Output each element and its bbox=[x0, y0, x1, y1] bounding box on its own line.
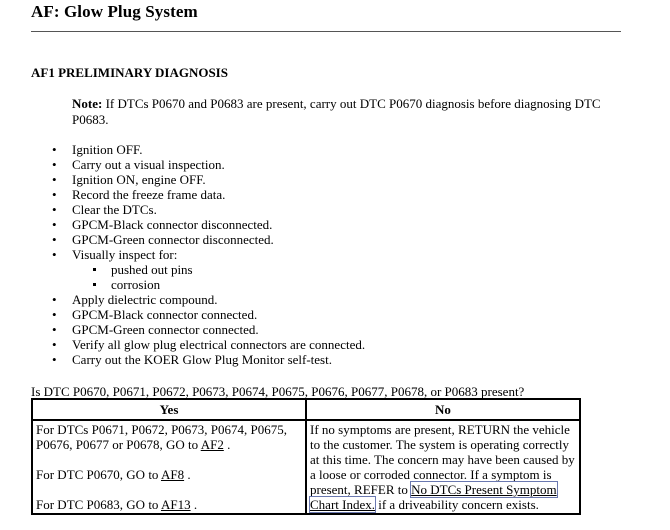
step-item: • Carry out the KOER Glow Plug Monitor self-test. bbox=[52, 352, 365, 367]
step-item: • Verify all glow plug electrical connectors are connected. bbox=[52, 337, 365, 352]
step-item: • Ignition ON, engine OFF. bbox=[52, 172, 365, 187]
yes-item-text: For DTC P0670, GO to bbox=[36, 467, 161, 482]
title-divider bbox=[31, 31, 621, 32]
yes-item-af13 bbox=[36, 497, 302, 512]
subitem: pushed out pins bbox=[72, 262, 365, 277]
step-item: • GPCM-Green connector connected. bbox=[52, 322, 365, 337]
step-item: • Ignition OFF. bbox=[52, 142, 365, 157]
step-item: • GPCM-Green connector disconnected. bbox=[52, 232, 365, 247]
step-item: • Clear the DTCs. bbox=[52, 202, 365, 217]
no-cell bbox=[306, 420, 580, 514]
note-text: If DTCs P0670 and P0683 are present, carry out DTC P0670 diagnosis before diagnosing DTC P0683. bbox=[72, 96, 601, 127]
yes-item-suffix: . bbox=[223, 437, 231, 452]
note-label: Note: bbox=[72, 96, 103, 111]
yes-header: Yes bbox=[32, 399, 306, 420]
step-item: • Carry out a visual inspection. bbox=[52, 157, 365, 172]
no-text-after: if a driveability concern exists. bbox=[374, 497, 539, 512]
table-row bbox=[32, 420, 580, 514]
step-item: • GPCM-Black connector disconnected. bbox=[52, 217, 365, 232]
step-item: • Apply dielectric compound. bbox=[52, 292, 365, 307]
step-item-label: Visually inspect for: bbox=[72, 247, 178, 262]
yes-item-af2 bbox=[36, 422, 302, 452]
yes-item-text: For DTCs P0671, P0672, P0673, P0674, P0675, P0676, P0677 or P0678, GO to bbox=[36, 422, 288, 452]
yes-item-af8 bbox=[36, 467, 302, 482]
subitem: corrosion bbox=[72, 277, 365, 292]
decision-question: Is DTC P0670, P0671, P0672, P0673, P0674, P0675, P0676, P0677, P0678, or P0683 present? bbox=[31, 384, 525, 399]
link-af8[interactable]: AF8 bbox=[160, 467, 185, 482]
step-item: • Record the freeze frame data. bbox=[52, 187, 365, 202]
section-heading: AF1 PRELIMINARY DIAGNOSIS bbox=[31, 65, 228, 80]
step-item-visual-inspect bbox=[52, 247, 365, 292]
yes-item-text: For DTC P0683, GO to bbox=[36, 497, 161, 512]
note-paragraph bbox=[72, 96, 617, 127]
link-af13[interactable]: AF13 bbox=[160, 497, 191, 512]
decision-table bbox=[31, 398, 581, 515]
link-af2[interactable]: AF2 bbox=[200, 437, 224, 452]
yes-item-suffix: . bbox=[184, 467, 191, 482]
yes-cell bbox=[32, 420, 306, 514]
page-title: AF: Glow Plug System bbox=[31, 2, 198, 21]
yes-item-suffix: . bbox=[190, 497, 198, 512]
table-header-row bbox=[32, 399, 580, 420]
no-text-before: If no symptoms are present, RETURN the vehicle to the customer. The system is operating correctly at this time. The concern may have been caused by a loose or corroded connector. If a symptom is present, REFER to bbox=[310, 422, 575, 497]
inspect-subitems bbox=[72, 262, 365, 292]
no-header: No bbox=[306, 399, 580, 420]
procedure-steps bbox=[52, 142, 365, 367]
link-symptom-chart-index[interactable]: No DTCs Present Symptom Chart Index. bbox=[310, 482, 557, 512]
step-item: • GPCM-Black connector connected. bbox=[52, 307, 365, 322]
